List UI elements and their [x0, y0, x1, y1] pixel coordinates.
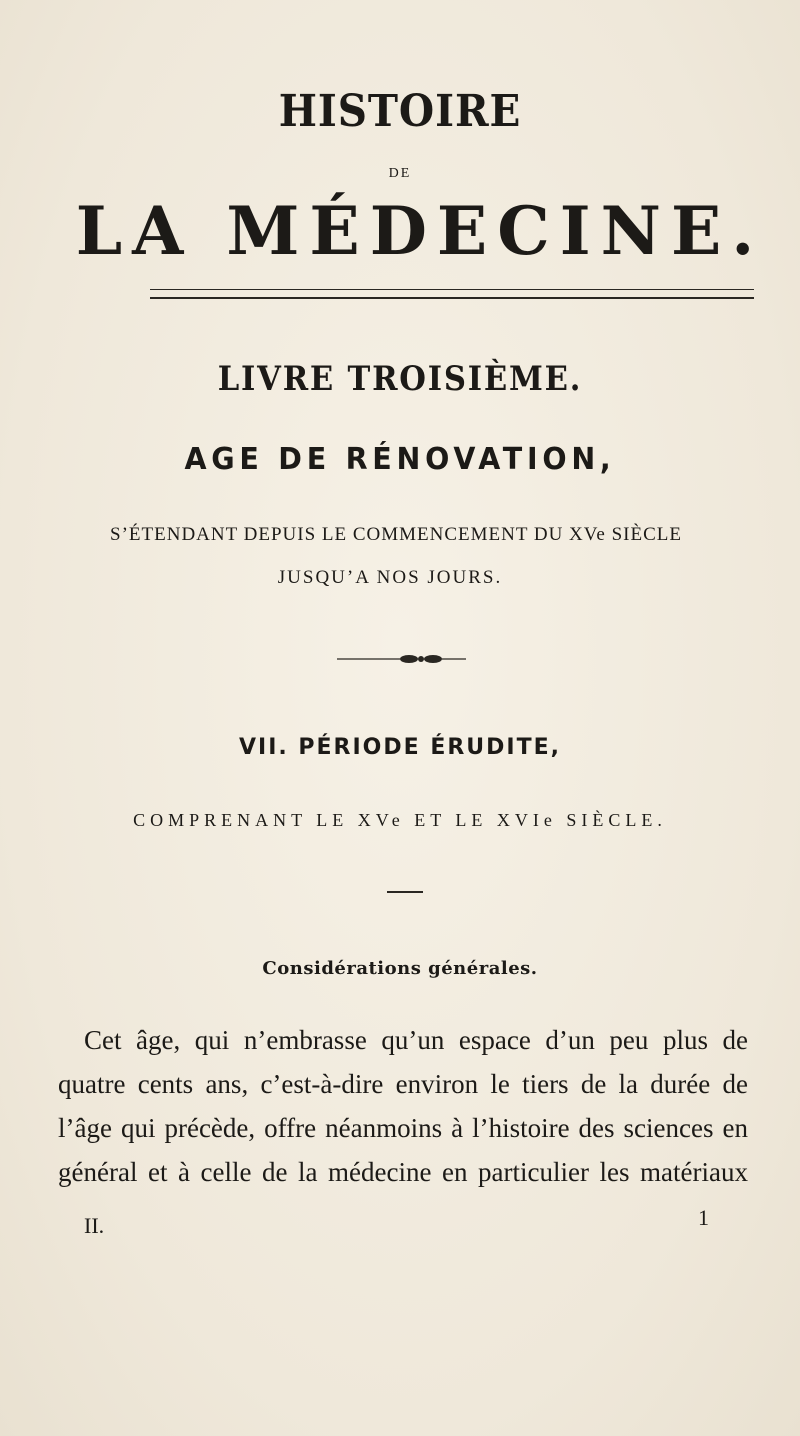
paragraph-line: général et à celle de la médecine en particulier les matériaux	[58, 1157, 748, 1187]
age-heading: AGE DE RÉNOVATION,	[184, 442, 616, 477]
title-de: DE	[388, 166, 412, 181]
subtitle-line-2: JUSQU’A NOS JOURS.	[277, 567, 503, 588]
book-heading: LIVRE TROISIÈME.	[217, 359, 583, 399]
title-rule-thick	[150, 297, 754, 299]
period-subheading: COMPRENANT LE XVe ET LE XVIe SIÈCLE.	[133, 810, 667, 830]
paragraph-line: quatre cents ans, c’est-à-dire environ le tiers de la durée de	[58, 1069, 748, 1099]
title-la-medecine: LA MÉDECINE.	[75, 192, 765, 270]
title-histoire: HISTOIRE	[278, 86, 522, 137]
title-rule-thin	[150, 289, 754, 290]
page-number: 1	[698, 1205, 709, 1230]
ornament-divider-icon	[0, 652, 800, 666]
section-rule	[387, 891, 423, 893]
signature-mark: II.	[84, 1213, 105, 1238]
paragraph-line: l’âge qui précède, offre néanmoins à l’histoire des sciences en	[58, 1113, 748, 1143]
body-paragraph	[58, 1018, 748, 1194]
subtitle-line-1: S’ÉTENDANT DEPUIS LE COMMENCEMENT DU XVe SIÈCLE	[110, 524, 682, 545]
section-heading: Considérations générales.	[262, 958, 538, 979]
paragraph-line: Cet âge, qui n’embrasse qu’un espace d’un peu plus de	[84, 1025, 748, 1055]
period-heading: VII. PÉRIODE ÉRUDITE,	[238, 735, 562, 760]
